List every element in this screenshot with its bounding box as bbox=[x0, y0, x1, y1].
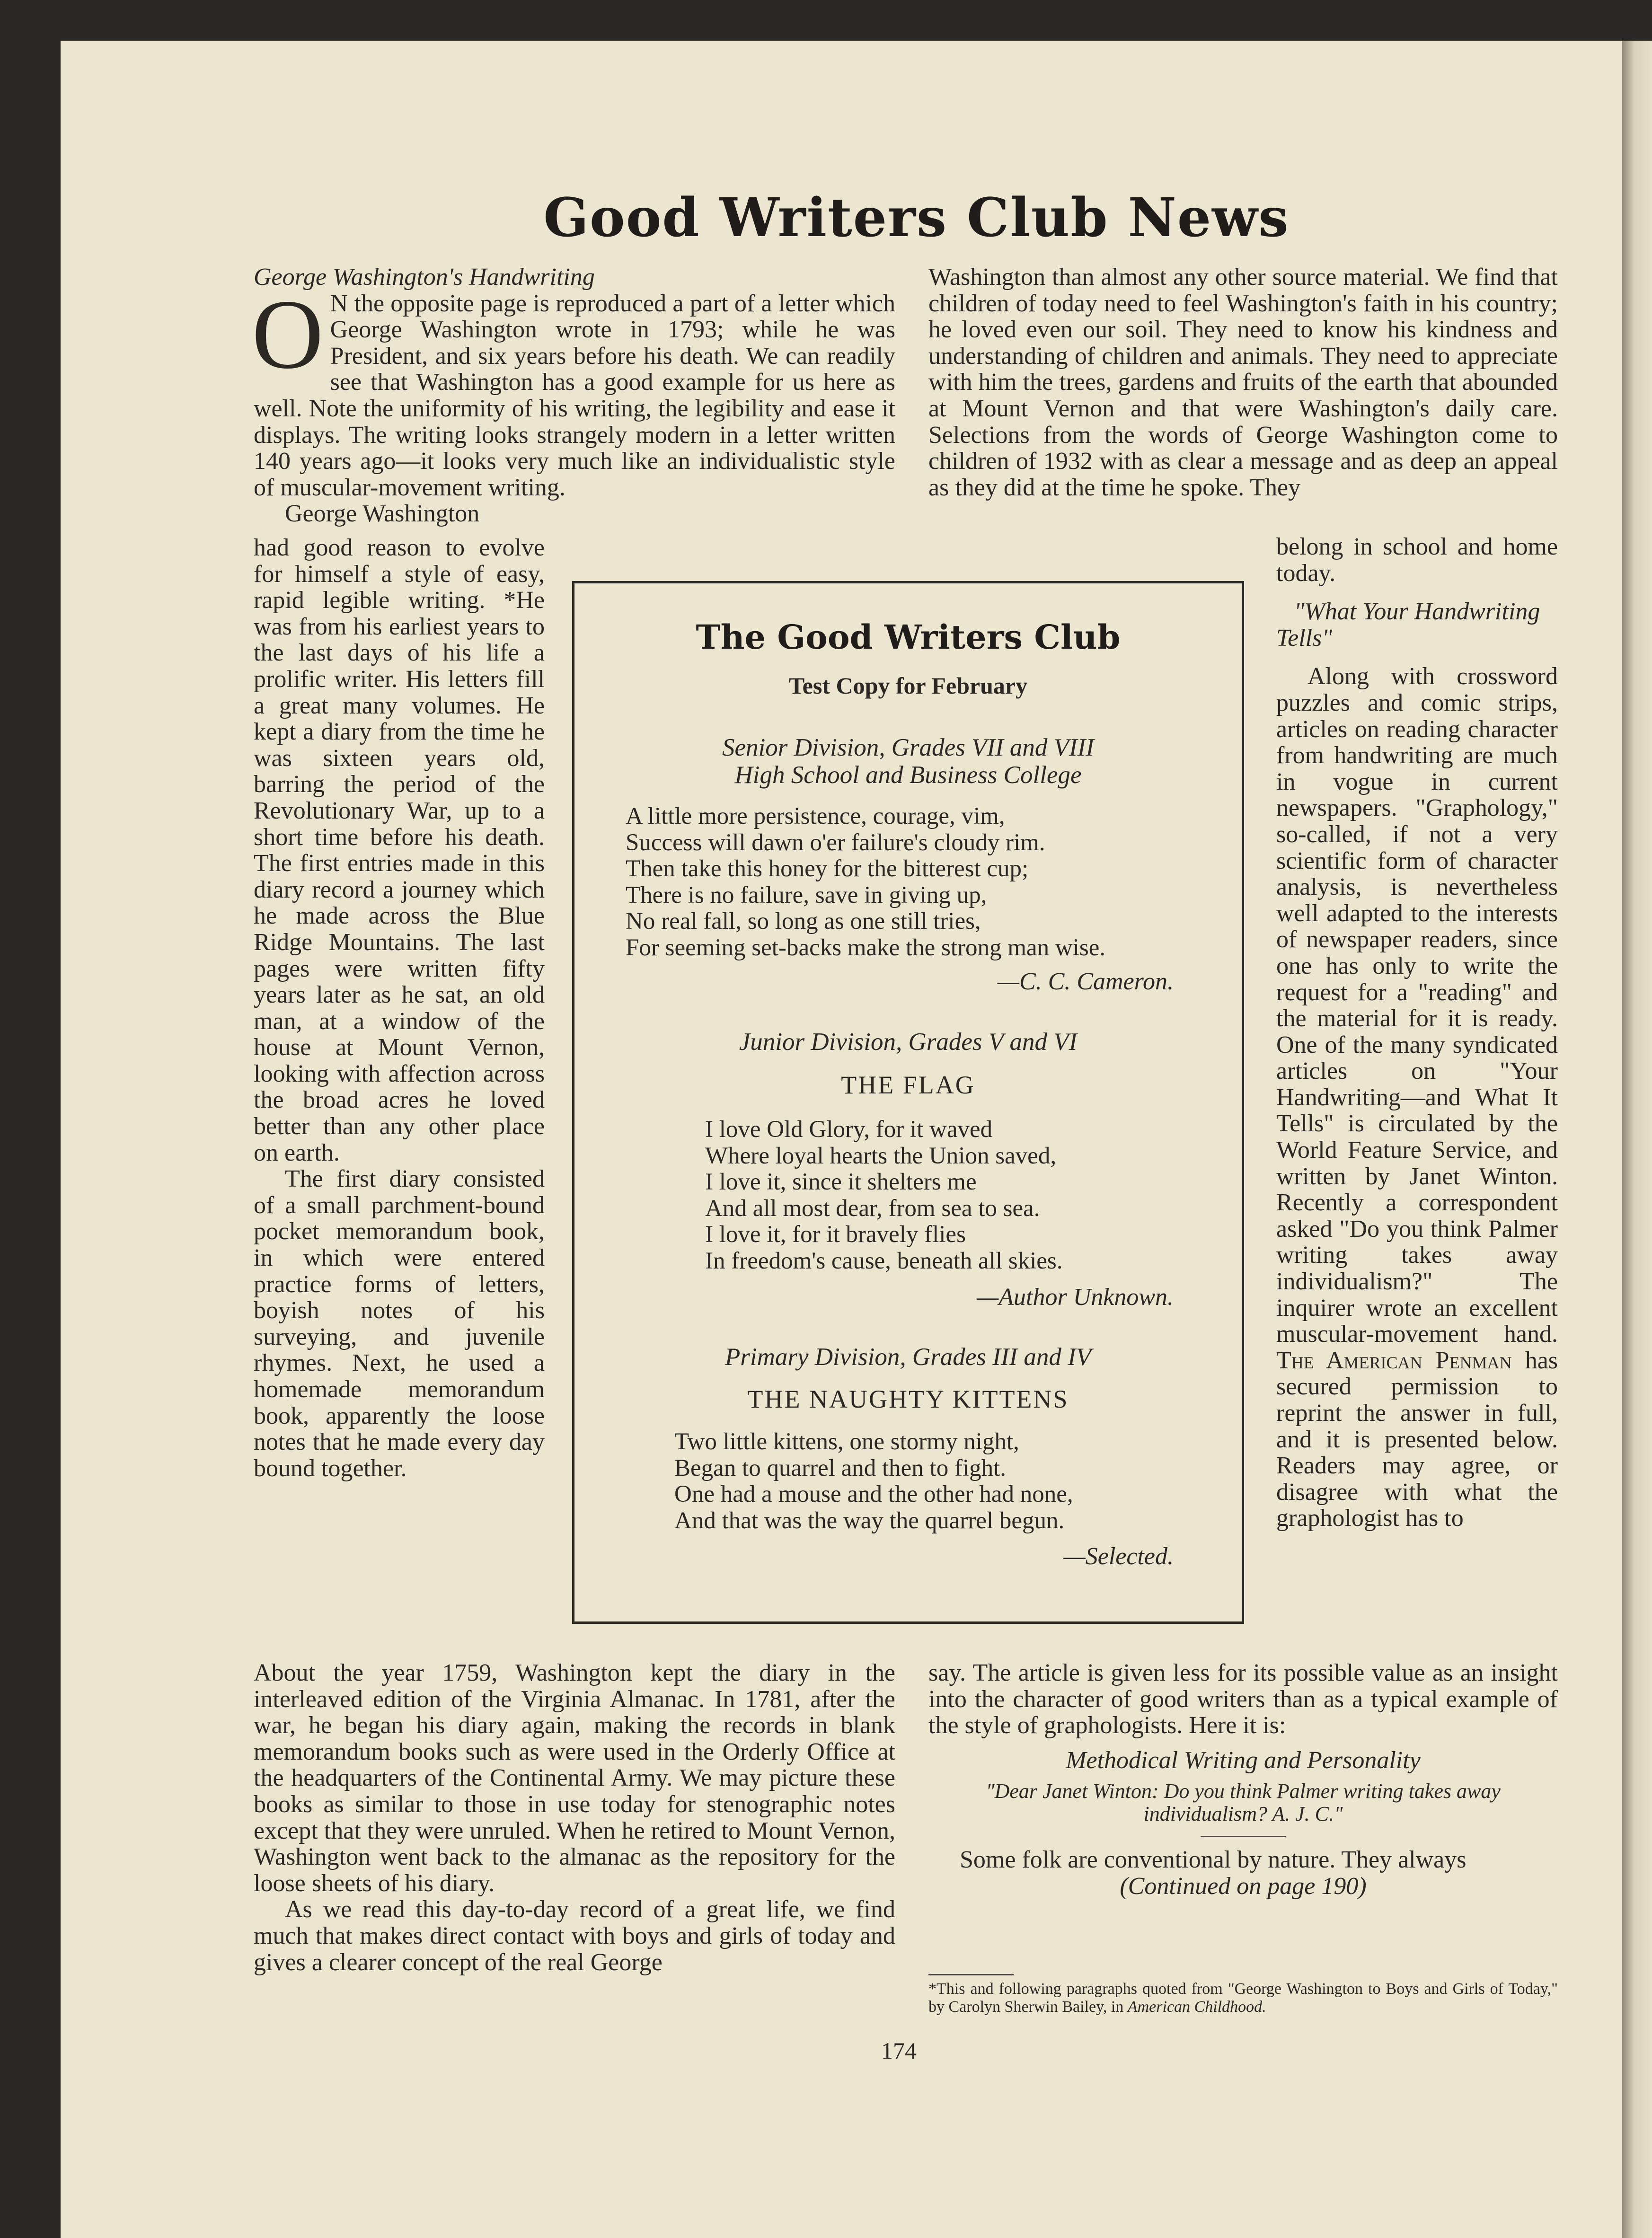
paragraph-conventional: Some folk are conventional by nature. They always bbox=[960, 1846, 1466, 1874]
junior-poem-author: —Author Unknown. bbox=[977, 1284, 1174, 1311]
poem-line: And all most dear, from sea to sea. bbox=[705, 1195, 1040, 1222]
right-column-top bbox=[928, 264, 1558, 501]
primary-poem bbox=[674, 1429, 1073, 1534]
junior-poem bbox=[705, 1117, 1063, 1274]
short-divider bbox=[1201, 1836, 1286, 1837]
poem-line: Where loyal hearts the Union saved, bbox=[705, 1142, 1057, 1169]
box-title: The Good Writers Club bbox=[696, 617, 1121, 657]
left-column-narrow bbox=[254, 535, 545, 1481]
paragraph-graphology bbox=[1276, 663, 1558, 1532]
paragraph-first-diary: The first diary consisted of a small parchment-bound pocket memorandum book, in which were entered practice forms of letters, boyish notes of his surveying, and juvenile rhymes. Next, he used a homemade memorandum book, apparently the loose notes that he made every day bound together. bbox=[254, 1165, 545, 1482]
poem-line: One had a mouse and the other had none, bbox=[674, 1481, 1073, 1507]
primary-poem-title: THE NAUGHTY KITTENS bbox=[747, 1385, 1069, 1413]
left-column-bottom bbox=[254, 1660, 895, 1975]
paragraph-almanac: About the year 1759, Washington kept the diary in the interleaved edition of the Virginia Almanac. In 1781, after the war, he began his diary again, making the records in blank memorandum books such as were used in the Orderly Office at the headquarters of the Continental Army. We may picture these books as similar to those in use today for stenographic notes except that they were unruled. When he retired to Mount Vernon, Washington went back to the almanac as the repository for the loose sheets of his diary. bbox=[254, 1659, 895, 1897]
footnote-divider bbox=[928, 1974, 1014, 1975]
page-number: 174 bbox=[881, 2037, 917, 2064]
poem-line: No real fall, so long as one still tries, bbox=[626, 908, 981, 934]
section-heading-washington: George Washington's Handwriting bbox=[254, 264, 595, 291]
section-heading-handwriting: "What Your Handwriting Tells" bbox=[1276, 598, 1540, 652]
paragraph-lead: George Washington bbox=[285, 500, 480, 528]
right-column-bottom bbox=[928, 1660, 1558, 1900]
page-title: Good Writers Club News bbox=[543, 187, 1290, 249]
paragraph-graphologist: say. The article is given less for its possible value as an insight into the character of good writers than as a typical example of the style of graphologists. Here it is: bbox=[928, 1659, 1558, 1739]
box-subtitle: Test Copy for February bbox=[788, 672, 1028, 699]
senior-poem bbox=[626, 803, 1105, 961]
poem-line: Success will dawn o'er failure's cloudy rim. bbox=[626, 829, 1045, 856]
continued-note: (Continued on page 190) bbox=[1120, 1872, 1367, 1900]
graphology-text-b: has secured permission to reprint the answer in full, and it is presented below. Readers may agree, or disagree with what the graphologist has to bbox=[1276, 1347, 1558, 1532]
drop-cap: O bbox=[252, 279, 324, 389]
footnote bbox=[928, 1980, 1558, 2016]
poem-line: A little more persistence, courage, vim, bbox=[626, 803, 1005, 829]
poem-line: I love it, for it bravely flies bbox=[705, 1221, 966, 1248]
primary-poem-author: —Selected. bbox=[1063, 1543, 1174, 1570]
senior-division-subheading: High School and Business College bbox=[734, 761, 1082, 789]
poem-line: There is no failure, save in giving up, bbox=[626, 881, 987, 908]
magazine-name: The American Penman bbox=[1276, 1347, 1512, 1374]
section-heading-methodical: Methodical Writing and Personality bbox=[1066, 1746, 1421, 1774]
paragraph-intro-text: N the opposite page is reproduced a part of a letter which George Washington wrote in 1793; while he was President, and six years before his death. We can readily see that Washington has a good example for us here as well. Note the uniformity of his writing, the legibility and ease it displays. The writing looks strangely modern in a letter written 140 years ago—it looks very much like an individualistic style of muscular-movement writing. bbox=[254, 290, 895, 501]
junior-poem-title: THE FLAG bbox=[841, 1071, 975, 1099]
poem-line: Two little kittens, one stormy night, bbox=[674, 1428, 1019, 1455]
poem-line: Then take this honey for the bitterest cup; bbox=[626, 855, 1029, 882]
poem-line: Began to quarrel and then to fight. bbox=[674, 1454, 1007, 1481]
paragraph-intro bbox=[252, 279, 895, 501]
primary-division-heading: Primary Division, Grades III and IV bbox=[724, 1343, 1092, 1371]
right-column-narrow bbox=[1276, 534, 1558, 1532]
next-page-edge bbox=[1622, 41, 1652, 2238]
poem-line: I love it, since it shelters me bbox=[705, 1169, 977, 1195]
poem-line: I love Old Glory, for it waved bbox=[705, 1116, 993, 1143]
junior-division-heading: Junior Division, Grades V and VI bbox=[739, 1028, 1078, 1056]
senior-poem-author: —C. C. Cameron. bbox=[997, 968, 1174, 995]
paragraph-record: As we read this day-to-day record of a great life, we find much that makes direct contact with boys and girls of today and gives a clearer concept of the real George bbox=[254, 1896, 895, 1976]
paragraph-diary: had good reason to evolve for himself a style of easy, rapid legible writing. *He was from his earliest years to the last days of his life a prolific writer. His letters fill a great many volumes. He kept a diary from the time he was sixteen years old, barring the period of the Revolutionary War, up to a short time before his death. The first entries made in this diary record a journey which he made across the Blue Ridge Mountains. The last pages were written fifty years later as he sat, an old man, at a window of the house at Mount Vernon, looking with affection across the broad acres he loved better than any other place on earth. bbox=[254, 534, 545, 1166]
reader-question: "Dear Janet Winton: Do you think Palmer writing takes away individualism? A. J. C." bbox=[986, 1780, 1501, 1826]
footnote-text: *This and following paragraphs quoted from "George Washington to Boys and Girls of Today," by Carolyn Sherwin Bailey, in bbox=[928, 1980, 1558, 2016]
paragraph-source: Washington than almost any other source material. We find that children of today need to feel Washington's faith in his country; he loved even our soil. They need to know his kindness and understanding of children and animals. They need to appreciate with him the trees, gardens and fruits of the earth that abounded at Mount Vernon and that were Washington's daily care. Selections from the words of George Washington come to children of 1932 with as clear a message and as deep an appeal as they did at the time he spoke. They bbox=[928, 264, 1558, 501]
paragraph-source-tail: belong in school and home today. bbox=[1276, 533, 1558, 587]
poem-line: In freedom's cause, beneath all skies. bbox=[705, 1247, 1063, 1274]
poem-line: And that was the way the quarrel begun. bbox=[674, 1507, 1065, 1534]
senior-division-heading: Senior Division, Grades VII and VIII bbox=[722, 734, 1095, 761]
poem-line: For seeming set-backs make the strong man wise. bbox=[626, 934, 1106, 961]
left-column-top bbox=[254, 264, 895, 527]
footnote-publication: American Childhood. bbox=[1127, 1998, 1266, 2016]
graphology-text-a: Along with crossword puzzles and comic strips, articles on reading character from handwriting are much in vogue in current newspapers. "Graphology," so-called, if not a very scientific form of character analysis, is nevertheless well adapted to the interests of newspaper readers, since one has only to write the request for a "reading" and the material for it is ready. One of the many syndicated articles on "Your Handwriting—and What It Tells" is circulated by the World Feature Service, and written by Janet Winton. Recently a correspondent asked "Do you think Palmer writing takes away individualism?" The inquirer wrote an excellent muscular-movement hand. bbox=[1276, 663, 1558, 1348]
